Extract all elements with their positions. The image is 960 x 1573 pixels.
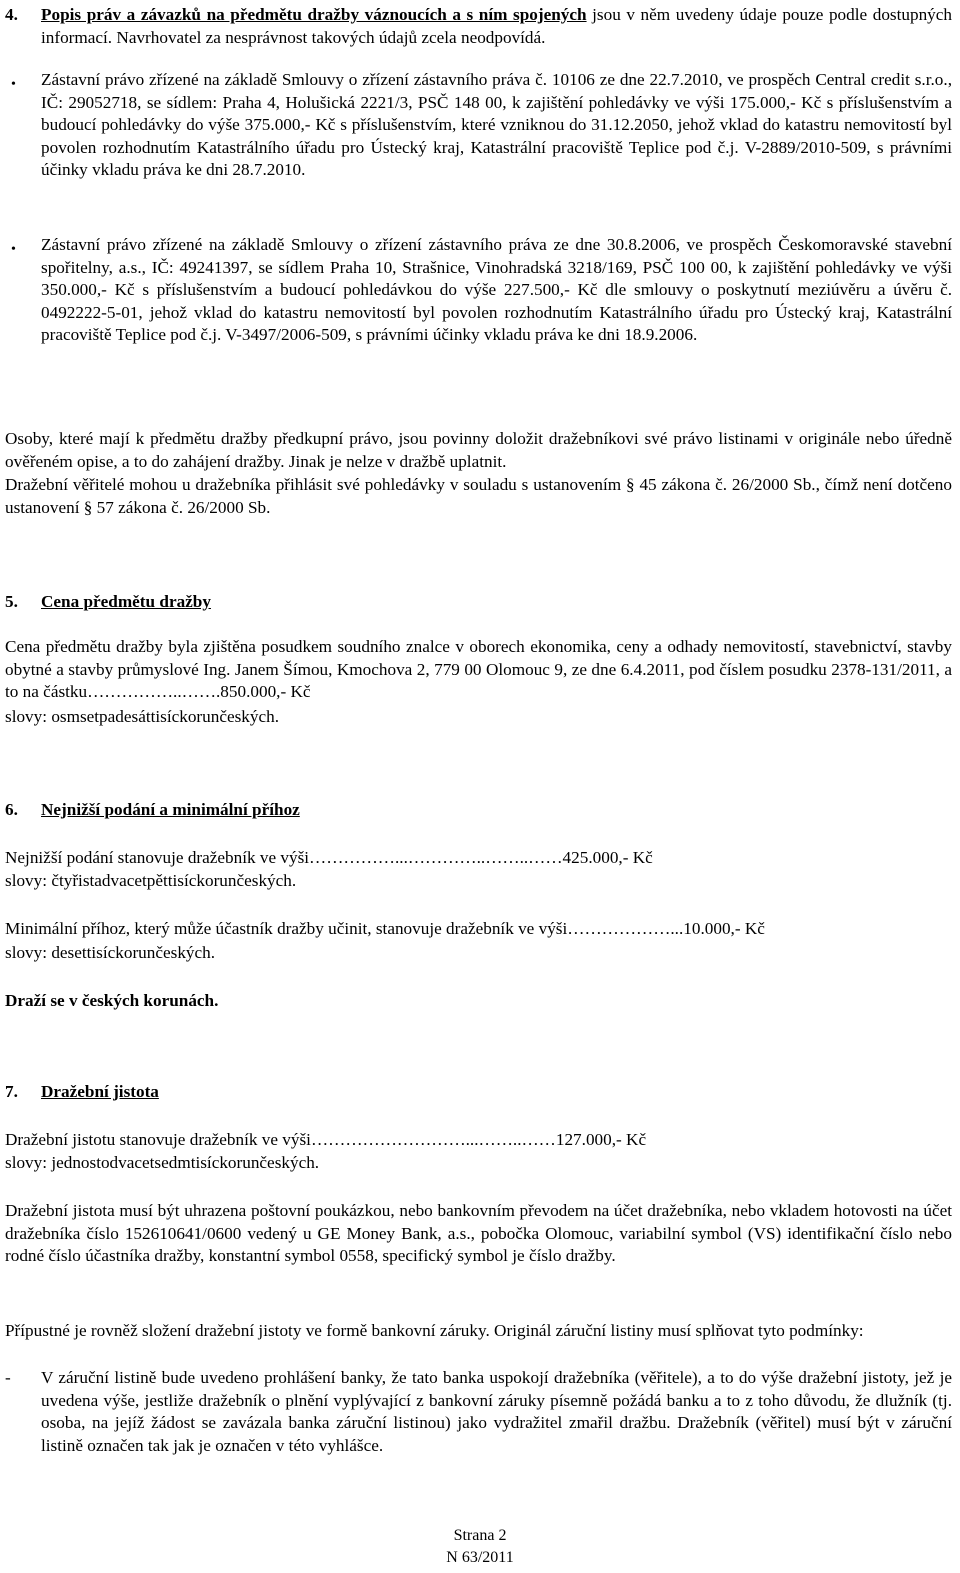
preemption-paragraph: Osoby, které mají k předmětu dražby předkupní právo, jsou povinny doložit dražebníkovi své právo listinami v originále nebo úředně ověřeném opise, a to do zahájení dražby. Jinak je nelze v dražbě uplatnit. [5, 429, 952, 471]
section-7-number: 7. [5, 1082, 18, 1101]
section-6-heading: Nejnižší podání a minimální příhoz [41, 800, 300, 819]
deposit-line: Dražební jistotu stanovuje dražebník ve výši………………………...……..……127.000,- Kč [5, 1130, 647, 1149]
guarantee-condition: V záruční listině bude uvedeno prohlášení banky, že tato banka uspokojí dražebníka (věřitele), a to do výše dražební jistoty, jež je uvedena výše, jestliže dražebník o plnění vyplývající z bankovní záruky písemně požádá banku a to z toho důvodu, že dlužník (tj. osoba, na jejíž žádost se zavázala banka záruční listinou) jako vydražitel zmařil dražbu. Dražebník (věřitel) musí být v záruční listině označen tak jak je označen v této vyhlášce. [41, 1368, 952, 1455]
page-number: Strana 2 [453, 1527, 507, 1544]
price-in-words: slovy: osmsetpadesáttisíckorunčeských. [5, 707, 279, 726]
bullet-marker: • [11, 242, 16, 257]
lowest-bid-words: slovy: čtyřistadvacetpěttisíckorunčeských. [5, 871, 297, 890]
section-5-number: 5. [5, 592, 18, 611]
currency-note: Draží se v českých korunách. [5, 991, 219, 1010]
section-7-heading: Dražební jistota [41, 1082, 159, 1101]
creditors-paragraph: Dražební věřitelé mohou u dražebníka přihlásit své pohledávky v souladu s ustanovením § 45 zákona č. 26/2000 Sb., čímž není dotčeno ustanovení § 57 zákona č. 26/2000 Sb. [5, 475, 952, 517]
bullet-marker: • [11, 77, 16, 92]
section-4-bullet-2: Zástavní právo zřízené na základě Smlouvy o zřízení zástavního práva ze dne 30.8.2006, ve prospěch Českomoravské stavební spořitelny, a.s., IČ: 49241397, se sídlem Praha 10, Strašnice, Vinohradská 3218/169, PSČ 100 00, k zajištění pohledávky ve výši 350.000,- Kč s příslušenstvím a budoucí pohledávkou do výše 227.500,- Kč dle smlouvy o poskytnutí meziúvěru a úvěru č. 0492222-5-01, jehož vklad do katastru nemovitostí byl povolen rozhodnutím Katastrálního úřadu pro Ústecký kraj, Katastrální pracoviště Teplice pod č.j. V-3497/2006-509, s právními účinky vkladu práva ke dni 18.9.2006. [41, 235, 952, 345]
section-4-heading-rest: jsou v něm uvedeny údaje pouze podle dostupných informací. Navrhovatel za nesprávnost takových údajů zcela neodpovídá. [41, 5, 952, 47]
section-4-heading: Popis práv a závazků na předmětu dražby váznoucích a s ním spojených [41, 5, 587, 24]
dash-marker: - [5, 1368, 11, 1387]
bank-guarantee-paragraph: Přípustné je rovněž složení dražební jistoty ve formě bankovní záruky. Originál záruční listiny musí splňovat tyto podmínky: [5, 1321, 864, 1340]
section-6-number: 6. [5, 800, 18, 819]
price-paragraph: Cena předmětu dražby byla zjištěna posudkem soudního znalce v oborech ekonomika, ceny a odhady nemovitostí, stavebnictví, stavby obytné a stavby průmyslové Ing. Janem Šímou, Kmochova 2, 779 00 Olomouc 9, ze dne 6.4.2011, pod číslem posudku 2378-131/2011, a to na částku……………..…….850.000,- Kč [5, 637, 952, 702]
minimum-increment-line: Minimální příhoz, který může účastník dražby učinit, stanovuje dražebník ve výši………………...10.000,- Kč [5, 919, 765, 938]
deposit-words: slovy: jednostodvacetsedmtisíckorunčeských. [5, 1153, 320, 1172]
lowest-bid-line: Nejnižší podání stanovuje dražebník ve výši……………...…………..……..……425.000,- Kč [5, 848, 653, 867]
section-4-bullet-1: Zástavní právo zřízené na základě Smlouvy o zřízení zástavního práva č. 10106 ze dne 22.7.2010, ve prospěch Central credit s.r.o., IČ: 29052718, se sídlem: Praha 4, Holušická 2221/3, PSČ 148 00, k zajištění pohledávky ve výši 175.000,- Kč s příslušenstvím a budoucí pohledávky do výše 375.000,- Kč s příslušenstvím, které vzniknou do 31.12.2050, jehož vklad do katastru nemovitostí byl povolen rozhodnutím Katastrálního úřadu pro Ústecký kraj, Katastrální pracoviště Teplice pod č.j. V-2889/2010-509, s právními účinky vkladu práva ke dni 28.7.2010. [41, 70, 952, 180]
section-5-heading: Cena předmětu dražby [41, 592, 211, 611]
minimum-increment-words: slovy: desettisíckorunčeských. [5, 943, 216, 962]
deposit-payment-paragraph: Dražební jistota musí být uhrazena poštovní poukázkou, nebo bankovním převodem na účet dražebníka, nebo vkladem hotovosti na účet dražebníka číslo 152610641/0600 vedený u GE Money Bank, a.s., pobočka Olomouc, variabilní symbol (VS) identifikační číslo nebo rodné číslo účastníka dražby, konstantní symbol 0558, specifický symbol je číslo dražby. [5, 1201, 952, 1266]
section-4-intro [41, 4, 952, 49]
case-reference: N 63/2011 [446, 1549, 514, 1566]
section-4-number: 4. [5, 5, 18, 24]
